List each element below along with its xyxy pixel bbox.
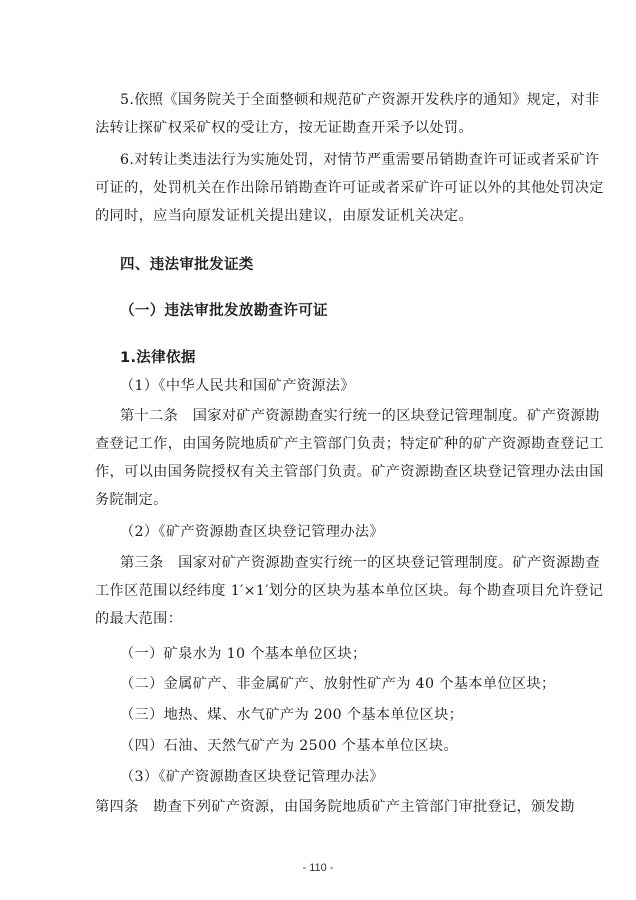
legal-basis-heading: 1.法律依据	[120, 350, 196, 366]
paragraph-5-line-1: 5.依照《国务院关于全面整顿和规范矿产资源开发秩序的通知》规定，对非	[120, 92, 600, 108]
page-number: - 110 -	[302, 862, 334, 874]
article-3-line-3: 的最大范围：	[95, 611, 183, 627]
article-12-line-1: 第十二条 国家对矿产资源勘查实行统一的区块登记管理制度。矿产资源勘	[120, 408, 600, 424]
article-12-line-4: 务院制定。	[95, 492, 168, 508]
list-item-3: （三）地热、煤、水气矿产为 200 个基本单位区块；	[120, 707, 464, 723]
list-item-4: （四）石油、天然气矿产为 2500 个基本单位区块。	[120, 738, 458, 754]
article-3-line-2: 工作区范围以经纬度 1′×1′划分的区块为基本单位区块。每个勘查项目允许登记	[95, 583, 604, 599]
article-3-line-1: 第三条 国家对矿产资源勘查实行统一的区块登记管理制度。矿产资源勘查	[120, 555, 600, 571]
paragraph-6-line-1: 6.对转让类违法行为实施处罚，对情节严重需要吊销勘查许可证或者采矿许	[120, 152, 600, 168]
article-12-line-2: 查登记工作，由国务院地质矿产主管部门负责；特定矿种的矿产资源勘查登记工	[95, 436, 604, 452]
list-item-1: （一）矿泉水为 10 个基本单位区块；	[120, 646, 367, 662]
law-title-2: （2）《矿产资源勘查区块登记管理办法》	[120, 524, 384, 540]
article-12-line-3: 作，可以由国务院授权有关主管部门负责。矿产资源勘查区块登记管理办法由国	[95, 464, 604, 480]
list-item-2: （二）金属矿产、非金属矿产、放射性矿产为 40 个基本单位区块；	[120, 676, 556, 692]
law-title-1: （1）《中华人民共和国矿产资源法》	[120, 378, 355, 394]
law-title-3: （3）《矿产资源勘查区块登记管理办法》	[120, 769, 384, 785]
paragraph-5-line-2: 法转让探矿权采矿权的受让方，按无证勘查开采予以处罚。	[95, 120, 473, 136]
section-heading: 四、违法审批发证类	[120, 257, 254, 273]
subsection-heading: （一）违法审批发放勘查许可证	[120, 303, 328, 319]
paragraph-6-line-2: 可证的，处罚机关在作出除吊销勘查许可证或者采矿许可证以外的其他处罚决定	[95, 180, 604, 196]
article-4-line-1: 第四条 勘查下列矿产资源，由国务院地质矿产主管部门审批登记，颁发勘	[95, 799, 575, 815]
paragraph-6-line-3: 的同时，应当向原发证机关提出建议，由原发证机关决定。	[95, 208, 473, 224]
